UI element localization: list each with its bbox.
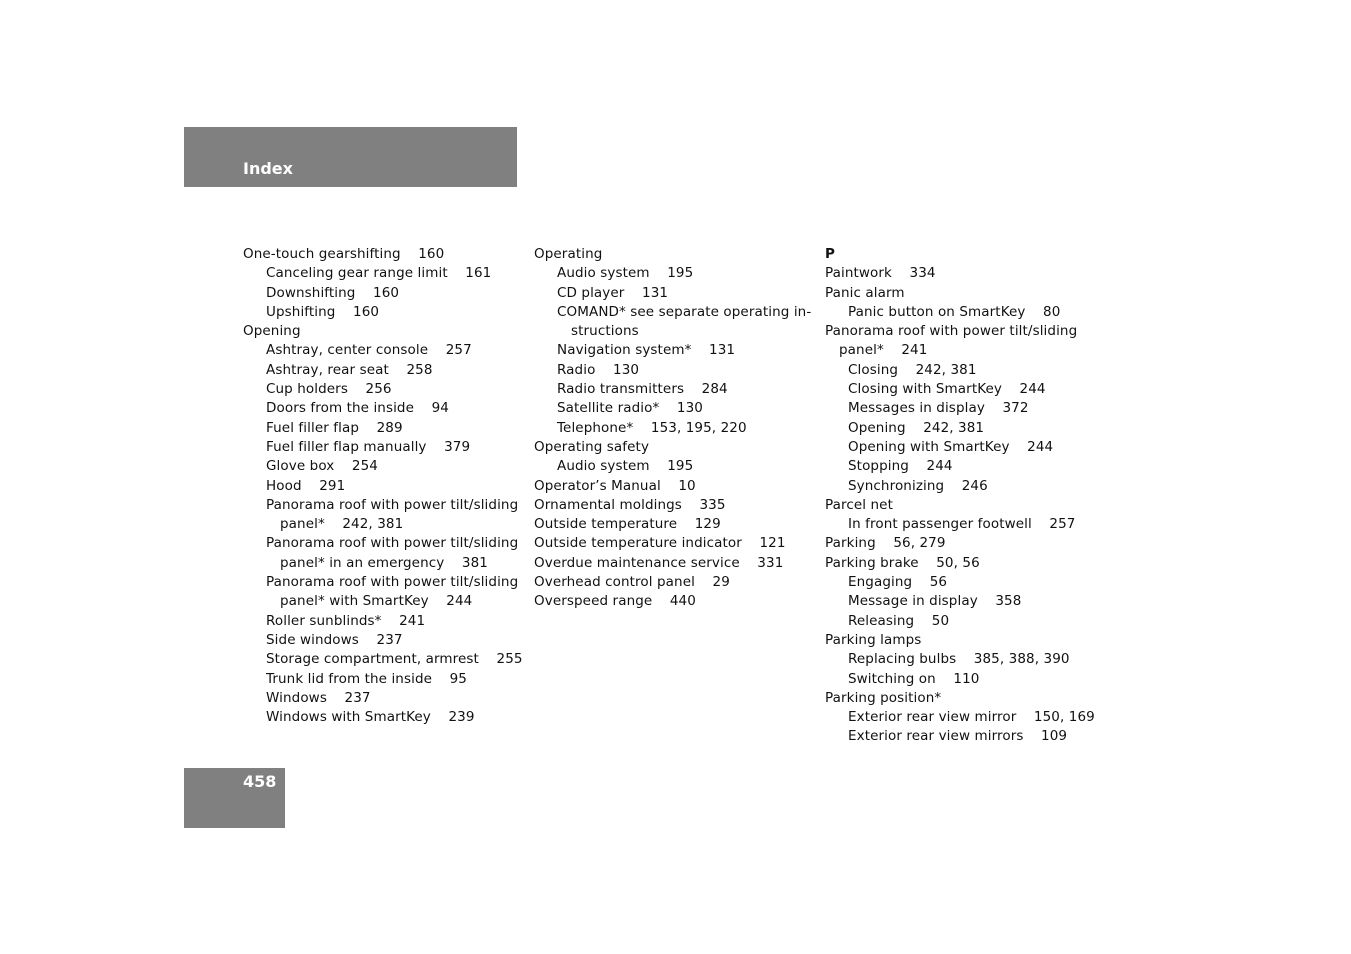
index-entry: Closing with SmartKey 244 <box>848 381 1046 398</box>
index-entry: Synchronizing 246 <box>848 477 988 494</box>
index-entry: Operator’s Manual 10 <box>534 477 696 494</box>
index-entry: Overdue maintenance service 331 <box>534 554 784 571</box>
index-entry: Parking brake 50, 56 <box>825 554 980 571</box>
index-entry: In front passenger footwell 257 <box>848 516 1076 533</box>
index-entry: Releasing 50 <box>848 612 950 629</box>
index-entry: Audio system 195 <box>557 458 694 475</box>
index-entry: CD player 131 <box>557 284 669 301</box>
index-entry: Fuel filler flap 289 <box>266 419 403 436</box>
index-entry: Upshifting 160 <box>266 303 380 320</box>
index-entry: Overhead control panel 29 <box>534 574 730 591</box>
index-entry: Side windows 237 <box>266 631 403 648</box>
index-column-1 <box>243 245 533 727</box>
index-entry: structions <box>571 323 639 340</box>
index-entry: Outside temperature 129 <box>534 516 721 533</box>
index-entry: Stopping 244 <box>848 458 953 475</box>
index-entry: Glove box 254 <box>266 458 378 475</box>
header-bar <box>184 127 517 187</box>
index-entry: Opening 242, 381 <box>848 419 985 436</box>
index-entry: Radio transmitters 284 <box>557 381 728 398</box>
index-entry: Paintwork 334 <box>825 265 936 282</box>
index-column-2 <box>534 245 824 612</box>
index-entry: panel* 242, 381 <box>280 516 404 533</box>
page-number-box <box>184 768 285 828</box>
index-entry: Engaging 56 <box>848 574 948 591</box>
index-entry: Ashtray, center console 257 <box>266 342 472 359</box>
index-entry: Operating <box>534 246 603 262</box>
index-entry: Radio 130 <box>557 361 640 378</box>
index-letter-heading: P <box>825 246 835 262</box>
index-entry: Panorama roof with power tilt/sliding <box>825 323 1078 340</box>
index-entry: Parking 56, 279 <box>825 535 946 552</box>
index-entry: Panic alarm <box>825 284 905 301</box>
index-entry: Exterior rear view mirror 150, 169 <box>848 709 1095 726</box>
index-entry: Panorama roof with power tilt/sliding <box>266 535 519 552</box>
index-entry: Closing 242, 381 <box>848 361 977 378</box>
index-entry: Downshifting 160 <box>266 284 400 301</box>
index-entry: Ornamental moldings 335 <box>534 496 726 513</box>
index-entry: Replacing bulbs 385, 388, 390 <box>848 651 1070 668</box>
index-column-3 <box>825 245 1115 747</box>
index-entry: Parking position* <box>825 689 942 706</box>
index-entry: Navigation system* 131 <box>557 342 736 359</box>
index-entry: Opening <box>243 323 301 340</box>
index-entry: Windows with SmartKey 239 <box>266 709 475 726</box>
index-entry: Messages in display 372 <box>848 400 1029 417</box>
index-entry: Audio system 195 <box>557 265 694 282</box>
index-entry: Opening with SmartKey 244 <box>848 438 1054 455</box>
index-entry: One-touch gearshifting 160 <box>243 246 445 262</box>
index-entry: Switching on 110 <box>848 670 980 687</box>
index-entry: Telephone* 153, 195, 220 <box>557 419 747 436</box>
index-entry: Doors from the inside 94 <box>266 400 449 417</box>
index-entry: Outside temperature indicator 121 <box>534 535 786 552</box>
index-entry: Trunk lid from the inside 95 <box>266 670 467 687</box>
index-entry: Cup holders 256 <box>266 381 392 398</box>
index-entry: Roller sunblinds* 241 <box>266 612 426 629</box>
index-entry: Panic button on SmartKey 80 <box>848 303 1061 320</box>
index-entry: Parcel net <box>825 496 893 513</box>
index-entry: Panorama roof with power tilt/sliding <box>266 574 519 591</box>
index-entry: Parking lamps <box>825 631 922 648</box>
index-entry: panel* in an emergency 381 <box>280 554 488 571</box>
page-title: Index <box>243 159 293 178</box>
index-entry: COMAND* see separate operating in- <box>557 303 812 320</box>
index-entry: panel* with SmartKey 244 <box>280 593 473 610</box>
index-entry: Hood 291 <box>266 477 346 494</box>
index-entry: Windows 237 <box>266 689 371 706</box>
index-entry: Message in display 358 <box>848 593 1022 610</box>
index-entry: Panorama roof with power tilt/sliding <box>266 496 519 513</box>
page-number: 458 <box>243 772 277 791</box>
index-entry: Fuel filler flap manually 379 <box>266 438 471 455</box>
index-entry: Overspeed range 440 <box>534 593 696 610</box>
index-entry: Storage compartment, armrest 255 <box>266 651 523 668</box>
index-entry: Exterior rear view mirrors 109 <box>848 728 1068 745</box>
index-entry: panel* 241 <box>839 342 928 359</box>
index-entry: Operating safety <box>534 438 650 455</box>
index-entry: Canceling gear range limit 161 <box>266 265 492 282</box>
index-entry: Satellite radio* 130 <box>557 400 703 417</box>
index-entry: Ashtray, rear seat 258 <box>266 361 433 378</box>
